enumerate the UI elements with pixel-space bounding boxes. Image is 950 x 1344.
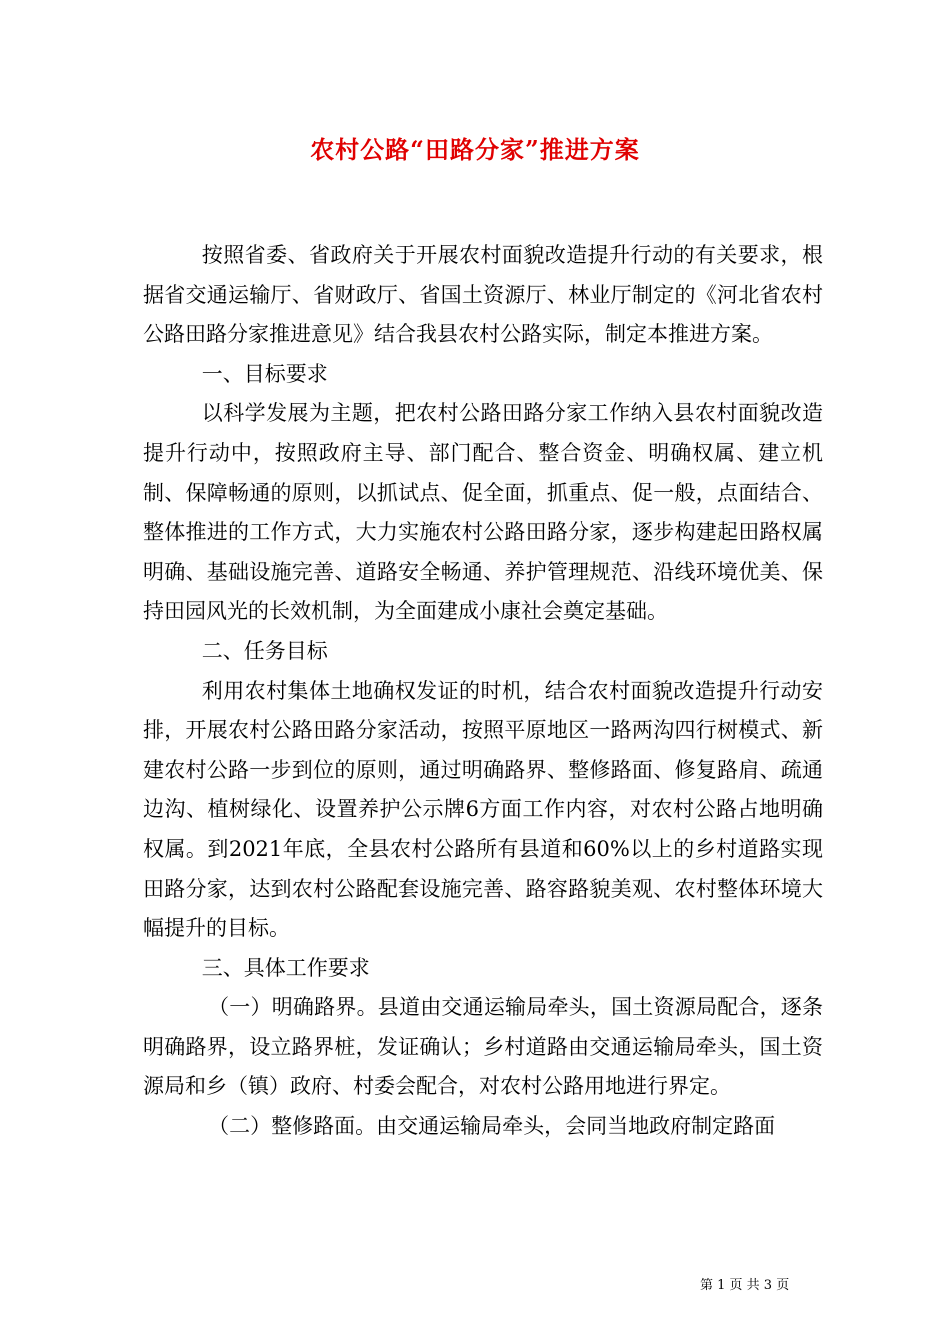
section-heading-goals: 一、目标要求 [201, 361, 328, 386]
tasks-paragraph: 利用农村集体土地确权发证的时机，结合农村面貌改造提升行动安排，开展农村公路田路分家活动，按照平原地区一路两沟四行树模式、新建农村公路一步到位的原则，通过明确路界、整修路面、修复路肩、疏通边沟、植树绿化、设置养护公示牌6方面工作内容，对农村公路占地明确权属。到2021年底，全县农村公路所有县道和60%以上的乡村道路实现田路分家，达到农村公路配套设施完善、路容路貌美观、农村整体环境大幅提升的目标。 [143, 678, 823, 941]
requirement-item-1: （一）明确路界。县道由交通运输局牵头，国土资源局配合，逐条明确路界，设立路界桩，发证确认；乡村道路由交通运输局牵头，国土资源局和乡（镇）政府、村委会配合，对农村公路用地进行界定。 [143, 995, 823, 1099]
goals-paragraph: 以科学发展为主题，把农村公路田路分家工作纳入县农村面貌改造提升行动中，按照政府主导、部门配合、整合资金、明确权属、建立机制、保障畅通的原则，以抓试点、促全面，抓重点、促一般，点面结合、整体推进的工作方式，大力实施农村公路田路分家，逐步构建起田路权属明确、基础设施完善、道路安全畅通、养护管理规范、沿线环境优美、保持田园风光的长效机制，为全面建成小康社会奠定基础。 [143, 401, 823, 624]
page-number: 第 1 页 共 3 页 [700, 1278, 790, 1293]
requirement-item-2: （二）整修路面。由交通运输局牵头，会同当地政府制定路面 [208, 1114, 776, 1139]
document-body [143, 236, 823, 1147]
page-title: 农村公路“田路分家”推进方案 [310, 135, 640, 164]
section-heading-tasks: 二、任务目标 [201, 638, 328, 663]
intro-paragraph: 按照省委、省政府关于开展农村面貌改造提升行动的有关要求，根据省交通运输厅、省财政厅、省国土资源厅、林业厅制定的《河北省农村公路田路分家推进意见》结合我县农村公路实际，制定本推进方案。 [143, 243, 823, 347]
section-heading-requirements: 三、具体工作要求 [201, 955, 370, 980]
